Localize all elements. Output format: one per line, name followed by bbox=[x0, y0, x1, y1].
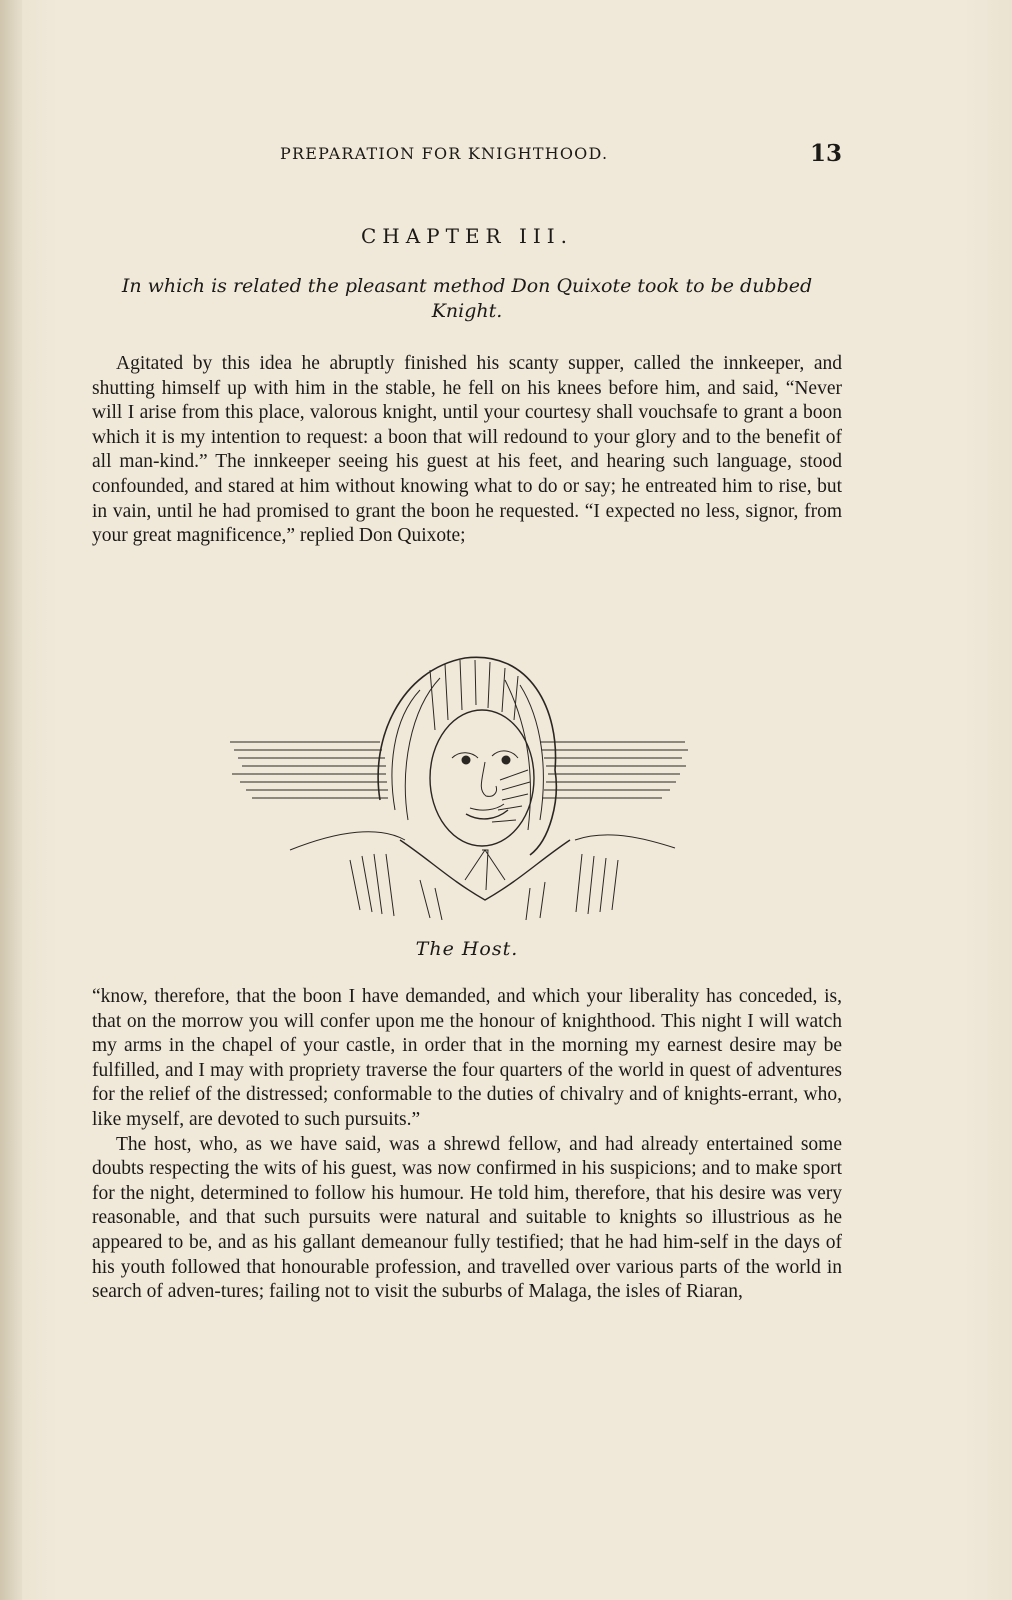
page-header bbox=[92, 140, 842, 170]
host-portrait-illustration bbox=[230, 650, 690, 920]
paragraph: The host, who, as we have said, was a shrewd fellow, and had already entertained some doubts respecting the wits of his guest, was now confirmed in his suspicions; and to make sport for the night, determined to follow his humour. He told him, therefore, that his desire was very reasonable, and that such pursuits were natural and suitable to knights so illustrious as he appeared to be, and as his gallant demeanour fully testified; that he had him-self in the days of his youth followed that honourable profession, and travelled over various parts of the world in search of adven-tures; failing not to visit the suburbs of Malaga, the isles of Riaran, bbox=[92, 1133, 842, 1303]
chapter-heading: CHAPTER III. bbox=[360, 224, 574, 248]
chapter-subtitle: In which is related the pleasant method Don Quixote took to be dubbed Knight. bbox=[121, 275, 813, 322]
text-block-upper bbox=[92, 352, 842, 549]
page-number: 13 bbox=[809, 140, 842, 167]
paragraph: “know, therefore, that the boon I have demanded, and which your liberality has conceded, is, that on the morrow you will confer upon me the honour of knighthood. This night I will watch my arms in the chapel of your castle, in order that in the morning my earnest desire may be fulfilled, and I may with propriety traverse the four quarters of the world in quest of adventures for the relief of the distressed; conformable to the duties of chivalry and of knights-errant, who, like myself, are devoted to such pursuits.” bbox=[92, 986, 842, 1130]
paragraph: Agitated by this idea he abruptly finished his scanty supper, called the innkeeper, and shutting himself up with him in the stable, he fell on his knees before him, and said, “Never will I arise from this place, valorous knight, until your courtesy shall vouchsafe to grant a boon which it is my intention to request: a boon that will redound to your glory and to the benefit of all man-kind.” The innkeeper seeing his guest at his feet, and hearing such language, stood confounded, and stared at him without knowing what to do or say; he entreated him to rise, but in vain, until he had promised to grant the boon he requested. “I expected no less, signor, from your great magnificence,” replied Don Quixote; bbox=[92, 353, 842, 547]
binding-gutter bbox=[0, 0, 22, 1600]
running-head: PREPARATION FOR KNIGHTHOOD. bbox=[280, 144, 609, 163]
illustration-caption: The Host. bbox=[415, 938, 519, 960]
text-block-lower bbox=[92, 985, 842, 1305]
